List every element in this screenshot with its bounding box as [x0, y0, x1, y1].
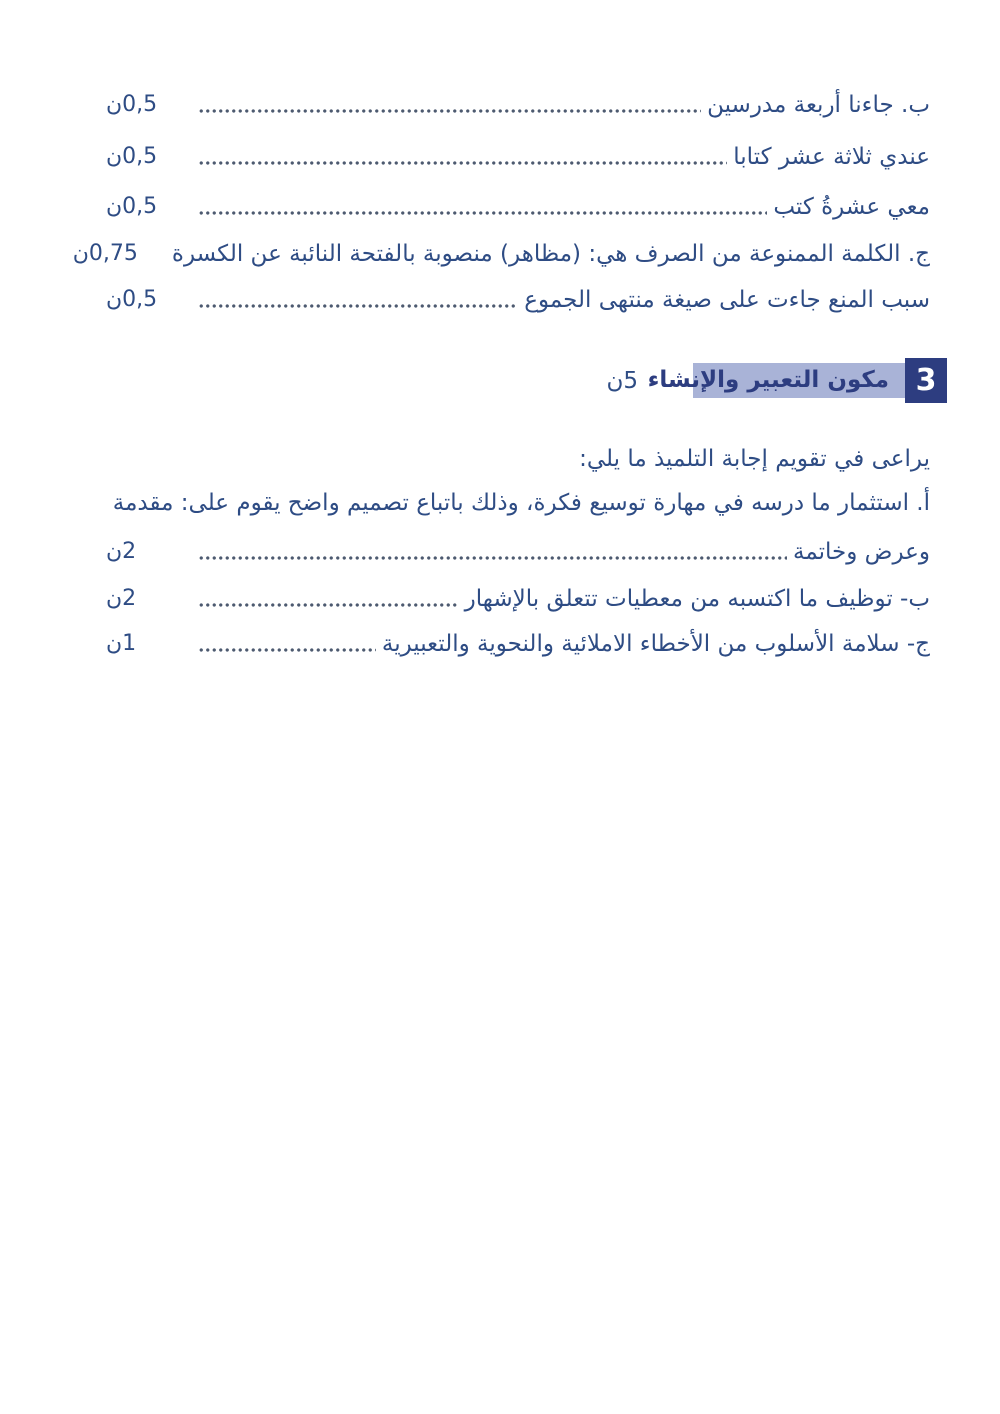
dotted-leader — [198, 302, 518, 310]
grading-line — [106, 88, 930, 122]
score-value: 1ن — [106, 631, 137, 656]
grading-line — [106, 140, 930, 174]
dotted-leader — [198, 209, 767, 217]
grading-line — [106, 535, 930, 569]
answer-text: ج. الكلمة الممنوعة من الصرف هي: (مظاهر) منصوبة بالفتحة النائبة عن الكسرة — [171, 241, 930, 267]
score-value: 0,5ن — [106, 287, 158, 312]
dotted-leader — [198, 601, 459, 609]
grading-line — [106, 627, 930, 661]
score-value: 0,5ن — [106, 92, 158, 117]
score-value: 0,75ن — [72, 241, 138, 266]
answer-text: ب- توظيف ما اكتسبه من معطيات تتعلق بالإشهار — [464, 586, 930, 612]
score-value: 0,5ن — [106, 144, 158, 169]
score-value: 2ن — [106, 586, 137, 611]
section-number-badge — [647, 358, 947, 403]
criterion-a-text: أ. استثمار ما درسه في مهارة توسيع فكرة، وذلك باتباع تصميم واضح يقوم على: مقدمة — [112, 490, 930, 516]
score-value: 2ن — [106, 539, 137, 564]
evaluation-intro: يراعى في تقويم إجابة التلميذ ما يلي: — [579, 446, 930, 472]
section-header — [0, 358, 1000, 403]
grammar-grading-list — [0, 0, 1000, 317]
grading-line — [106, 582, 930, 616]
section-number: 3 — [905, 358, 947, 403]
answer-text: معي عشرةُ كتب — [773, 194, 930, 220]
dotted-leader — [198, 554, 787, 562]
dotted-leader — [198, 159, 727, 167]
grading-line — [106, 283, 930, 317]
dotted-leader — [198, 107, 701, 115]
score-value: 0,5ن — [106, 194, 158, 219]
grading-line — [72, 237, 930, 271]
composition-grading-list — [0, 442, 1000, 661]
answer-text: ب. جاءنا أربعة مدرسين — [707, 92, 930, 118]
answer-text: عندي ثلاثة عشر كتابا — [733, 144, 930, 170]
section-total-score: 5ن — [606, 367, 638, 394]
grading-line — [106, 190, 930, 224]
answer-text: سبب المنع جاءت على صيغة منتهى الجموع — [524, 287, 930, 313]
answer-text: ج- سلامة الأسلوب من الأخطاء الاملائية والنحوية والتعبيرية — [381, 631, 930, 657]
dotted-leader — [198, 646, 376, 654]
answer-text: وعرض وخاتمة — [792, 539, 930, 565]
section-title: مكون التعبير والإنشاء — [693, 363, 905, 398]
